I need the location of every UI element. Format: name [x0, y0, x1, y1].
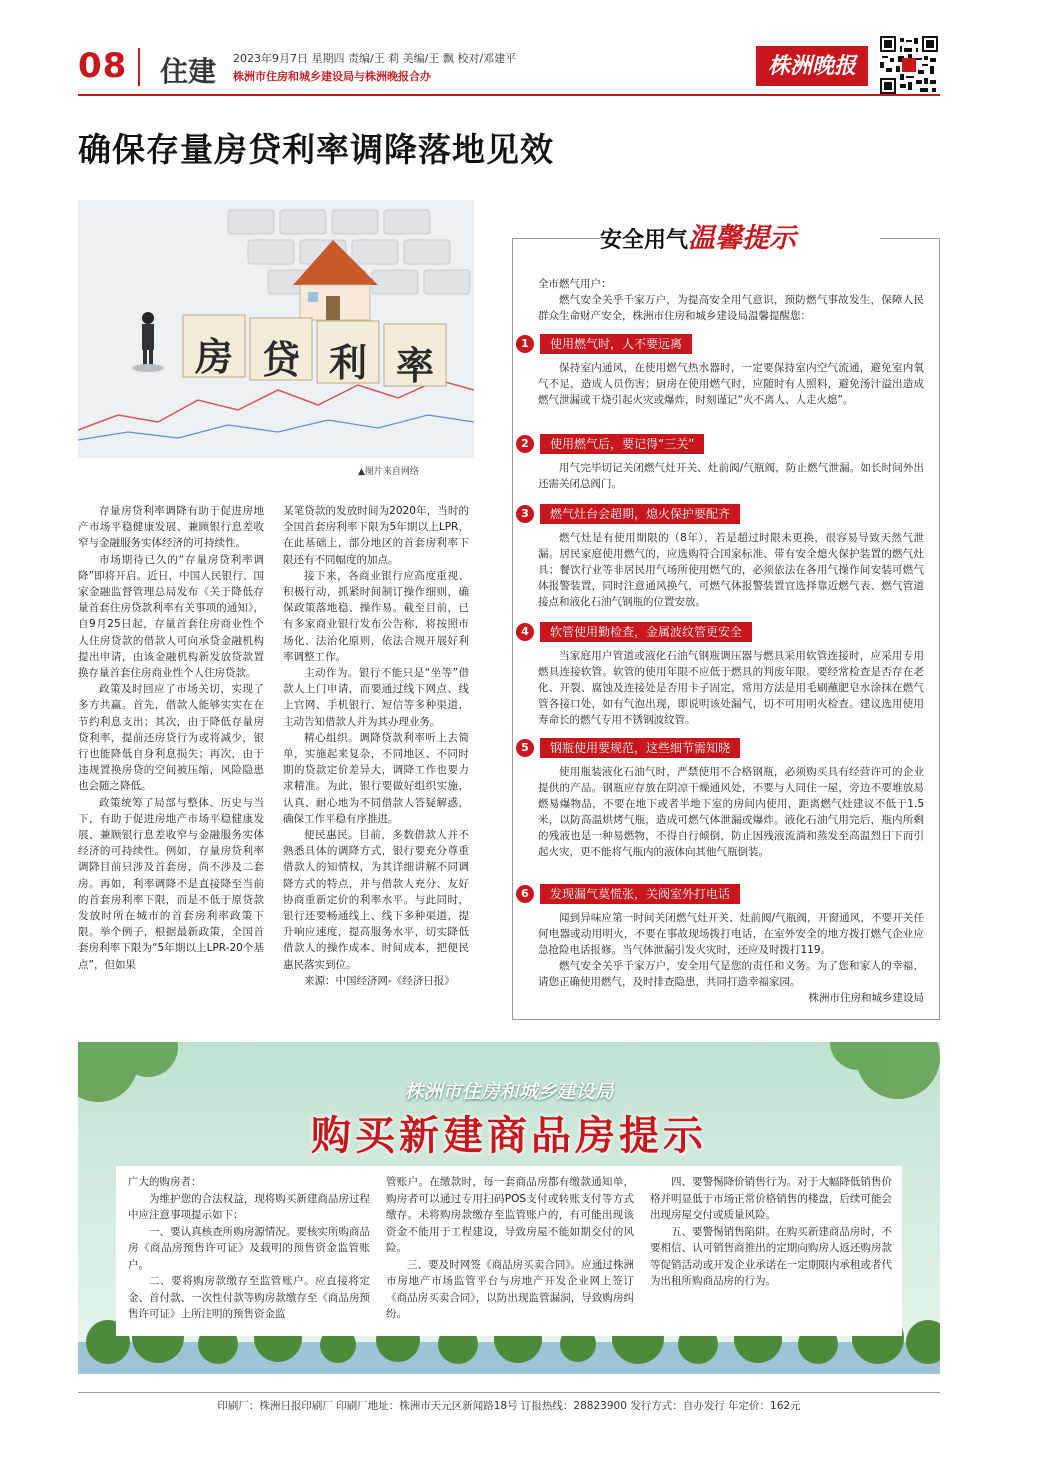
ad-paragraph: 管账户。在缴款时，每一套商品房都有缴款通知单，购房者可以通过专用扫码POS支付或转账支付等方式缴存。未将购房款缴存至监管账户的，有可能出现该资金不能用于工程建设，导致房屋不能如期交付的风险。	[386, 1176, 634, 1254]
tip-body-4: 当家庭用户管道或液化石油气钢瓶调压器与燃具采用软管连接时，应采用专用燃具连接软管。软管的使用年限不应低于燃具的判废年限。要经常检查是否存在老化、开裂、腐蚀及连接处是否用卡子固定，常用方法是用毛刷蘸肥皂水涂抹在燃气管各接口处，如有气泡出现，即说明该处漏气，切不可用明火检查。建议选用使用寿命长的燃气专用不锈钢波纹管。	[538, 650, 924, 726]
housing-advisory-ad	[78, 1042, 940, 1374]
ad-column-1	[128, 1174, 370, 1323]
tip-body-3: 燃气灶是有使用期限的（8年），若是超过时限未更换，很容易导致天然气泄漏。居民家庭使用燃气的，应选购符合国家标准、带有安全熄火保护装置的燃气灶具；餐饮行业等非居民用气场所使用燃气的，必须依法在各用气操作间安装可燃气体报警装置，同时注意通风换气，可燃气体报警装置宜选择靠近燃气表、燃气管道接点和液化石油气钢瓶的位置安放。	[538, 532, 924, 608]
ad-paragraph: 广大的购房者：	[128, 1176, 202, 1188]
ad-organization: 株洲市住房和城乡建设局	[404, 1081, 614, 1103]
ad-paragraph: 五、要警惕销售陷阱。在购买新建商品房时，不要相信、认可销售商推出的定期向购房人返还购房款等促销活动或开发企业承诺在一定期限内承租或者代为出租所购商品房的行为。	[650, 1225, 892, 1287]
qr-code-icon	[880, 36, 938, 94]
paragraph: 精心组织。调降贷款利率听上去简单，实施起来复杂，不同地区、不同时期的贷款定价差异大，调降工作也要力求精准。为此，银行要做好组织实施，认真、耐心地为不同借款人答疑解惑，确保工作平稳有序推进。	[283, 731, 469, 825]
ad-paragraph: 三、要及时网签《商品房买卖合同》。应通过株洲市房地产市场监管平台与房地产开发企业网上签订《商品房买卖合同》，以防出现监管漏洞，导致购房纠纷。	[386, 1258, 634, 1320]
paragraph: 接下来，各商业银行应高度重视、积极行动，抓紧时间制订操作细则，确保政策落地稳、操作易。截至目前，已有多家商业银行发布公告称，将按照市场化、法治化原则，依法合规开展好利率调整工作。	[283, 569, 469, 663]
signature: 株洲市住房和城乡建设局	[808, 992, 924, 1004]
image-tile-2: 贷	[261, 337, 300, 382]
paragraph: 政策及时回应了市场关切，实现了多方共赢。首先，借款人能够实实在在节约利息支出；其次，由于降低存量房贷利率，提前还房贷行为或将减少，银行也能降低自身利息损失；再次，由于违规置换房贷的空间被压缩，风险隐患也会随之降低。	[78, 683, 264, 793]
newspaper-logo: 株洲晚报	[756, 46, 868, 86]
closing-text: 燃气安全关乎千家万户，安全用气是您的责任和义务。为了您和家人的幸福，请您正确使用燃气，及时排查隐患，共同打造幸福家园。	[538, 960, 924, 988]
image-tile-1: 房	[194, 334, 233, 379]
gas-tips-title-accent: 温馨提示	[688, 223, 797, 254]
header-divider	[138, 48, 140, 86]
co-organizer: 株洲市住房和城乡建设局与株洲晚报合办	[233, 70, 431, 83]
ad-column-2	[386, 1174, 634, 1323]
intro-text: 燃气安全关乎千家万户，为提高安全用气意识，预防燃气事故发生，保障人民群众生命财产安全，株洲市住房和城乡建设局温馨提醒您：	[538, 294, 924, 322]
article-photo	[78, 200, 474, 458]
gas-tips-greeting	[538, 276, 924, 324]
article-source: 来源：中国经济网-《经济日报》	[304, 974, 455, 987]
tip-heading-4: 4 软管使用勤检查，金属波纹管更安全	[516, 622, 806, 642]
ad-paragraph: 一、要认真核查所购房源情况。要核实所购商品房《商品房预售许可证》及载明的预售资金监管账户。	[128, 1225, 370, 1271]
photo-caption: ▲图片来自网络	[358, 467, 419, 477]
tip-body-1: 保持室内通风，在使用燃气热水器时，一定要保持室内空气流通，避免室内氧气不足，造成人员伤害；厨房在使用燃气时，应随时有人照料，避免汤汁溢出造成燃气泄漏或干烧引起火灾或爆炸，时刻谨记“火不离人、人走火熄”。	[538, 362, 924, 406]
tip-heading-3: 3 燃气灶台会超期，熄火保护要配齐	[516, 504, 806, 524]
tip-heading-5: 5 钢瓶使用要规范，这些细节需知晓	[516, 738, 806, 758]
article-column-1	[78, 503, 264, 973]
paragraph: 政策统筹了局部与整体、历史与当下，有助于促进房地产市场平稳健康发展、兼顾银行息差收窄与金融服务实体经济的可持续性。例如，存量房贷利率调降目前只涉及首套房，尚不涉及二套房。再如，利率调降不是直接降至当前的首套房利率下限，而是不低于原贷款发放时所在城市的首套房利率政策下限。举个例子，根据最新政策，全国首套房利率下限为“5年期以上LPR-20个基点”，但如果	[78, 796, 264, 971]
ad-paragraph: 二、要将购房款缴存至监管账户。应直接将定金、首付款、一次性付款等购房款缴存至《商品房预售许可证》上所注明的预售资金监	[128, 1275, 370, 1320]
tip-heading-6: 6 发现漏气莫慌张，关阀室外打电话	[516, 884, 806, 904]
paragraph: 便民惠民。目前，多数借款人并不熟悉具体的调降方式，银行要充分尊重借款人的知情权，为其详细讲解不同调降方式的特点，并与借款人充分、友好协商重新定价的利率水平。与此同时，银行还要畅通线上、线下多种渠道，提升响应速度，提高服务水平，切实降低借款人的操作成本、时间成本，把便民惠民落实到位。	[283, 829, 469, 971]
section-name: 住建	[160, 55, 217, 88]
tip-body-5: 使用瓶装液化石油气时，严禁使用不合格钢瓶，必须购买具有经营许可的企业提供的产品。钢瓶应存放在阴凉干燥通风处，不要与人同住一屋，旁边不要堆放易燃易爆物品，不要在地下或者半地下室的房间内使用，距离燃气灶建议不低于1.5米，以防高温烘烤气瓶，造成可燃气体泄漏或爆炸。液化石油气用完后，瓶内所剩的残液也是一种易燃物，不得自行倾倒，防止因残液流淌和蒸发至高温烈日下而引起火灾，更不能将气瓶内的液体向其他气瓶倒装。	[538, 766, 924, 858]
image-tile-3: 利	[328, 340, 367, 385]
paragraph: 某笔贷款的发放时间为2020年，当时的全国首套房利率下限为5年期以上LPR，在此基础上，部分地区的首套房利率下限还有不同幅度的加点。	[283, 505, 469, 566]
paragraph: 主动作为。银行不能只是“坐等”借款人上门申请，而要通过线下网点、线上官网、手机银行、短信等多种渠道，主动告知借款人并为其办理业务。	[283, 667, 469, 728]
image-tile-4: 率	[395, 343, 434, 388]
tip-heading-1: 1 使用燃气时，人不要远离	[516, 334, 806, 354]
tip-heading-2: 2 使用燃气后，要记得“三关”	[516, 434, 806, 454]
tip-body-2: 用气完毕切记关闭燃气灶开关、灶前阀/气瓶阀，防止燃气泄漏。如长时间外出还需关闭总阀门。	[538, 462, 924, 490]
issue-meta: 2023年9月7日 星期四 责编/王 莉 美编/王 飘 校对/邓建平	[233, 52, 517, 65]
printing-info: 印刷厂：株洲日报印刷厂 印刷厂地址：株洲市天元区新闻路18号 订报热线：28823900 发行方式：自办发行 年定价：162元	[217, 1400, 801, 1412]
page-number: 08	[78, 46, 128, 86]
footer-rule	[78, 1392, 940, 1393]
gas-tips-title	[600, 216, 880, 260]
ad-paragraph: 四、要警惕降价销售行为。对于大幅降低销售价格并明显低于市场正常价格销售的楼盘，后续可能会出现房屋交付或质量风险。	[650, 1176, 892, 1221]
article-title: 确保存量房贷利率调降落地见效	[78, 130, 554, 169]
article-column-2	[283, 503, 469, 989]
ad-column-3	[650, 1174, 892, 1290]
ad-headline: 购买新建商品房提示	[311, 1113, 707, 1159]
tip-body-6: 闻到异味应第一时间关闭燃气灶开关、灶前阀/气瓶阀，开窗通风，不要开关任何电器或动用明火，不要在事故现场拨打电话，在室外安全的地方拨打燃气企业应急抢险电话报修。当气体泄漏引发火灾时，还应及时拨打119。 燃气安全关乎千家万户，安全用气是您的责任和义务。为了您和家人的幸福，请您正确使用燃气，及时排查隐患，共同打造幸福家园。 株洲市住房和城乡建设局	[538, 912, 924, 1004]
paragraph: 存量房贷利率调降有助于促进房地产市场平稳健康发展、兼顾银行息差收窄与金融服务实体经济的可持续性。	[78, 505, 264, 550]
header-rule	[78, 94, 940, 96]
greeting-text: 全市燃气用户：	[538, 278, 612, 290]
gas-tips-title-plain: 安全用气	[600, 228, 689, 253]
ad-paragraph: 为维护您的合法权益，现将购买新建商品房过程中应注意事项提示如下：	[128, 1192, 370, 1221]
paragraph: 市场期待已久的“存量房贷利率调降”即将开启。近日，中国人民银行、国家金融监督管理总局发布《关于降低存量首套住房贷款利率有关事项的通知》，自9月25日起，存量首套住房商业性个人住房贷款的借款人可向承贷金融机构提出申请，由该金融机构新发放贷款置换存量首套住房商业性个人住房贷款。	[78, 553, 264, 680]
ad-text-box	[116, 1166, 902, 1336]
